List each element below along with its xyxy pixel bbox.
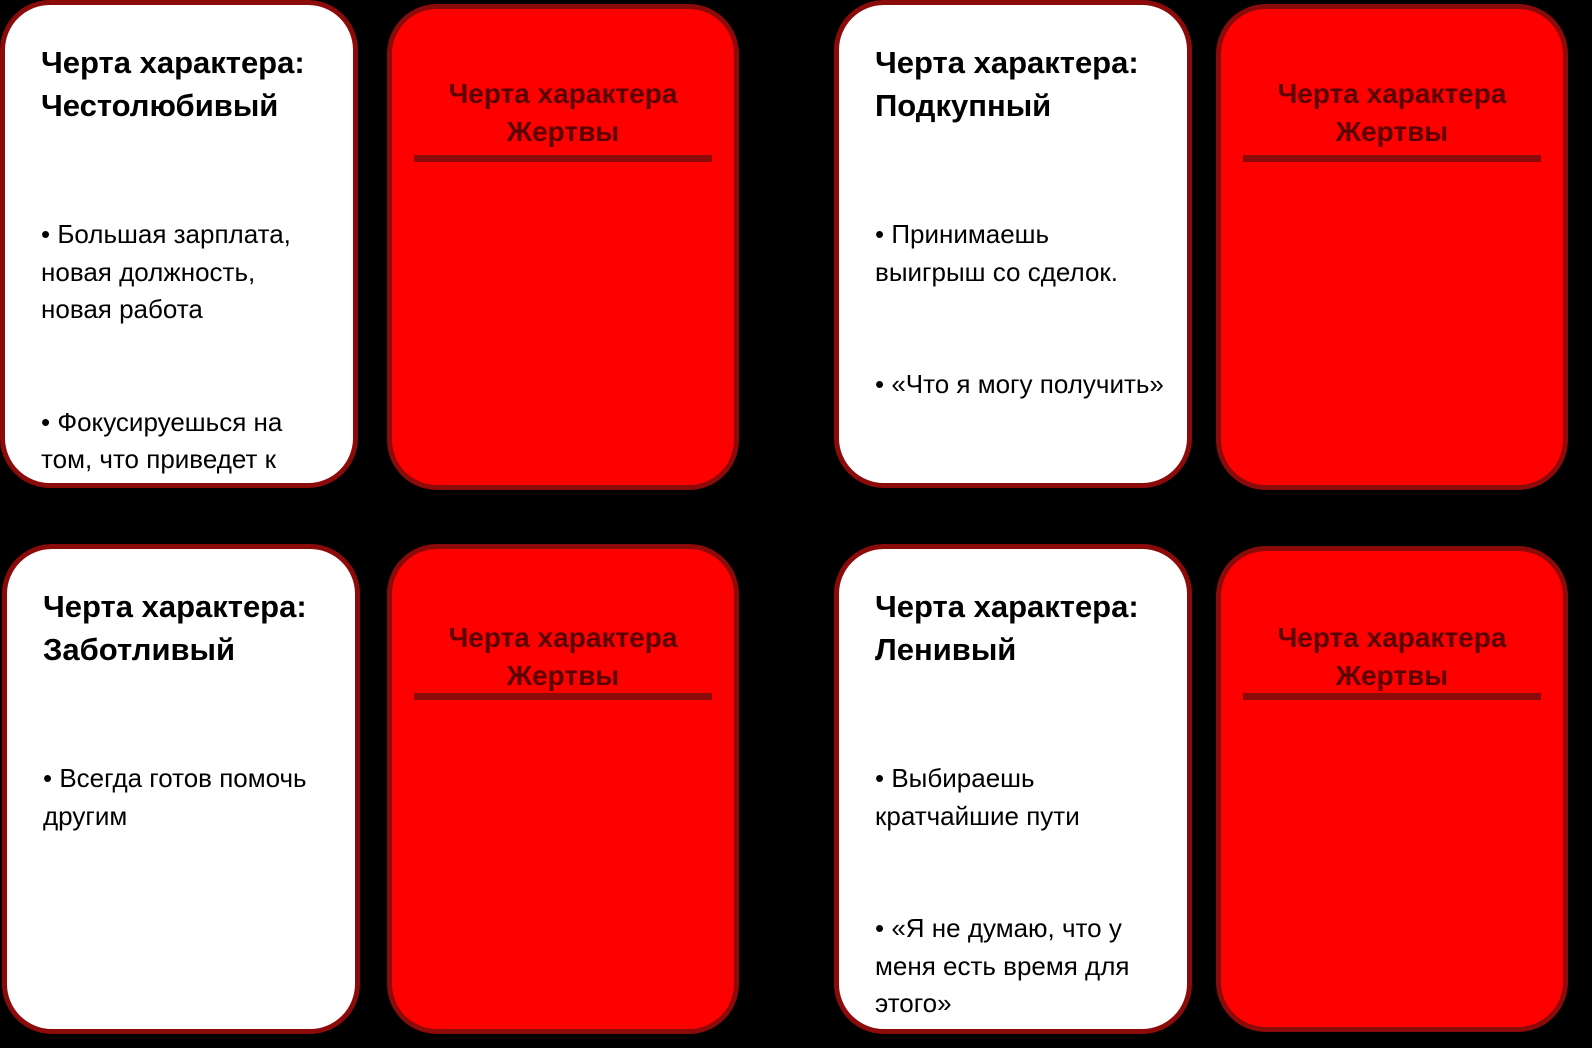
trait-card-title <box>875 41 1175 127</box>
victim-card-title-line1: Черта характера <box>448 78 678 109</box>
victim-card-title-line2: Жертвы <box>1335 116 1449 147</box>
victim-card <box>387 544 739 1034</box>
victim-card-title-line2: Жертвы <box>506 116 620 147</box>
victim-card-title-line1: Черта характера <box>1277 78 1507 109</box>
victim-card-title <box>1221 619 1563 695</box>
trait-card-title <box>875 585 1175 671</box>
trait-bullet: • Принимаешь выигрыш со сделок. <box>875 219 1119 287</box>
trait-card-title-label: Черта характера: <box>875 589 1139 624</box>
trait-card-title-name: Ленивый <box>875 632 1017 667</box>
victim-card-title-line1: Черта характера <box>1277 622 1507 653</box>
trait-card-bullets <box>43 685 343 910</box>
trait-bullet <box>875 479 1165 489</box>
trait-card-bullets <box>41 141 341 488</box>
trait-bullet: • «Я не думаю, что у меня есть время для этого» <box>875 913 1137 1018</box>
victim-card <box>387 4 739 490</box>
victim-card-divider <box>414 155 712 162</box>
victim-card <box>1216 546 1568 1032</box>
victim-card-title <box>1221 75 1563 151</box>
trait-bullet: • Фокусируешься на том, что приведет к <box>41 406 283 474</box>
trait-card-title-label: Черта характера: <box>43 589 307 624</box>
victim-card-title-line1: Черта характера <box>448 622 678 653</box>
trait-card-bribable <box>834 0 1192 488</box>
trait-bullet: • Выбираешь кратчайшие пути <box>875 763 1080 831</box>
victim-card-divider <box>1243 155 1541 162</box>
trait-card-title-name: Заботливый <box>43 632 236 667</box>
trait-card-lazy <box>834 544 1192 1034</box>
trait-bullet: • «Что я могу получить» <box>875 369 1164 399</box>
trait-bullet: • Большая зарплата, новая должность, новая работа <box>41 219 299 324</box>
victim-card <box>1216 4 1568 490</box>
trait-card-caring <box>2 544 360 1034</box>
victim-card-title-line2: Жертвы <box>506 660 620 691</box>
trait-card-bullets <box>875 685 1175 1034</box>
victim-card-divider <box>1243 693 1541 700</box>
trait-card-title <box>43 585 343 671</box>
victim-card-title-line2: Жертвы <box>1335 660 1449 691</box>
victim-card-title <box>392 619 734 695</box>
trait-card-title <box>41 41 341 127</box>
trait-bullet: • Всегда готов помочь другим <box>43 763 314 831</box>
trait-card-ambitious <box>0 0 358 488</box>
trait-card-title-label: Черта характера: <box>875 45 1139 80</box>
trait-card-title-name: Честолюбивый <box>41 88 279 123</box>
trait-card-title-name: Подкупный <box>875 88 1052 123</box>
victim-card-divider <box>414 693 712 700</box>
trait-card-bullets <box>875 141 1175 488</box>
trait-card-title-label: Черта характера: <box>41 45 305 80</box>
victim-card-title <box>392 75 734 151</box>
